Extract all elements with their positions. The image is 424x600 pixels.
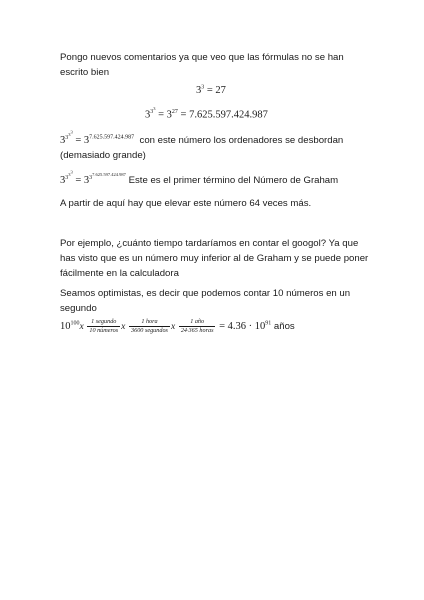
fraction-hours: $\frac{\text{1 hora}}{\text{3600 segundos}}$ xyxy=(131,318,168,334)
fraction-seconds: $\frac{\text{1 segundo}}{\text{10 números}}$ xyxy=(89,318,119,334)
equation-googol-time: $10^{100}x$ $\frac{\text{1 segundo}}{\text{10 números}}$ x $\frac{\text{1 hora}}{\text{3600 segundos}}$ x $\frac{\text{1 año}}{\text{24·365 horas}}$ = $4.36 \cdot 10^{91}$ años xyxy=(60,318,295,334)
equation-power-tower-3: $3^{3^{3^3}} = 3^{7.625.597.424.987}$ xyxy=(60,129,135,146)
graham-first-term-comment: Este es el primer término del Número de Graham xyxy=(128,175,339,186)
paragraph-elevate: A partir de aquí hay que elevar este número 64 veces más. xyxy=(60,198,312,209)
intro-paragraph: Pongo nuevos comentarios ya que veo que las fórmulas no se han escrito bien xyxy=(60,52,344,78)
equation-power-tower-2: $3^{3^3} = 3^{27} = 7.625.597.424.987$ xyxy=(145,106,268,121)
equation-power-tower-3-paragraph xyxy=(60,129,370,163)
equation-power-tower-4-paragraph xyxy=(60,169,370,188)
paragraph-optimists: Seamos optimistas, es decir que podemos contar 10 números en un segundo xyxy=(60,288,351,314)
equation-power-tower-4: $3^{3^{3^3}} = 3^{3^{7.625.597.424.987}}$ xyxy=(60,169,126,186)
paragraph-googol: Por ejemplo, ¿cuánto tiempo tardaríamos en contar el googol? Ya que has visto que es un número muy inferior al de Graham y se puede poner fácilmente en la calculadora xyxy=(60,238,369,279)
equation-3-cubed: $3^3 = 27$ xyxy=(196,84,226,96)
fraction-years: $\frac{\text{1 año}}{\text{24·365 horas}}$ xyxy=(180,318,214,334)
overflow-comment: con este número los ordenadores se desbordan (demasiado grande) xyxy=(60,135,344,161)
